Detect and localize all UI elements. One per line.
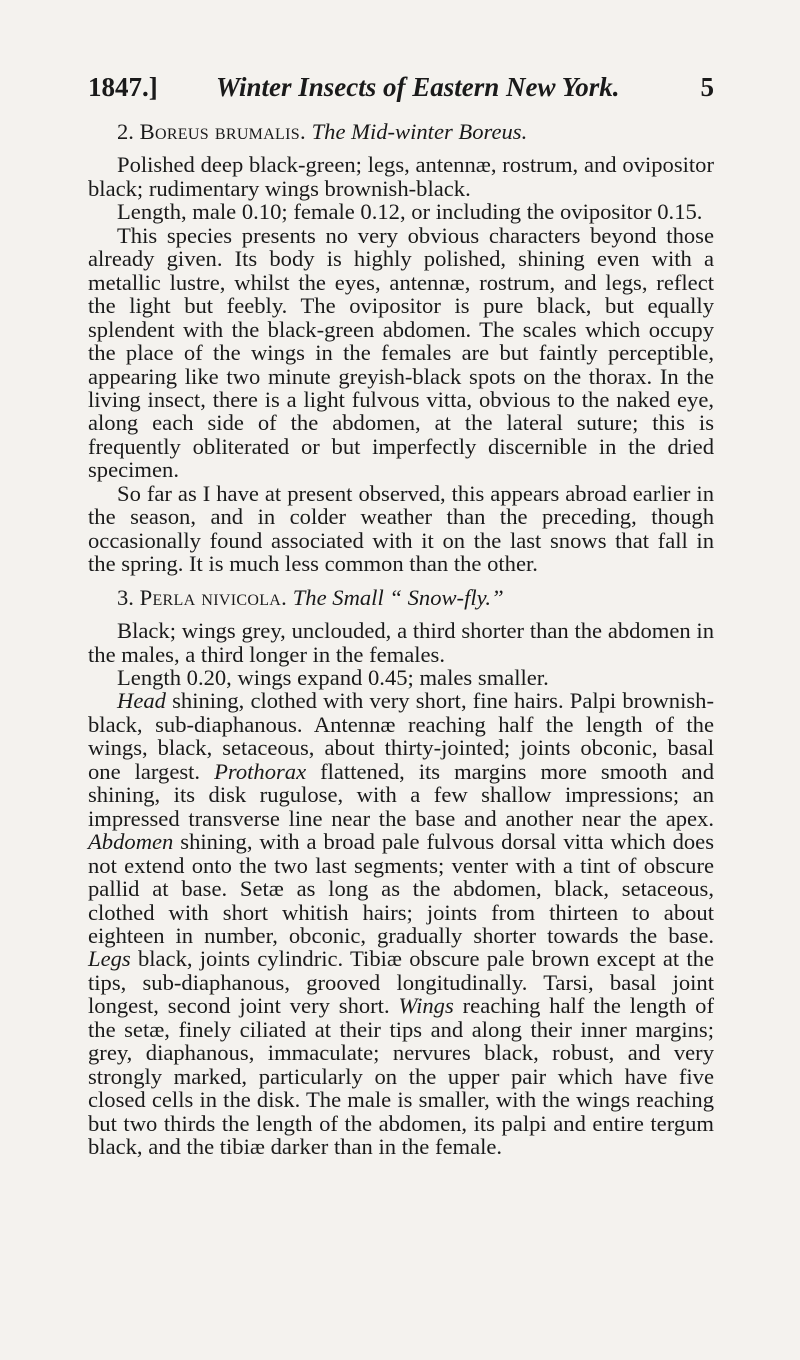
running-head-title: Winter Insects of Eastern New York. bbox=[216, 72, 620, 102]
paragraph-observations: So far as I have at present observed, this appears abroad earlier in the season, and in colder weather than the preceding, though occasionally found associated with it on the last snows that fall in the spring. It is much less common than the other. bbox=[88, 480, 714, 577]
head-description: shining, clothed with very short, fine hairs. Palpi brownish-black, sub-diaphanous. Antennæ reaching half the length of the wings, black, setaceous, about thirty-jointed; joints obconic, basal one largest. bbox=[88, 688, 714, 784]
paragraph-description: Black; wings grey, unclouded, a third shorter than the abdomen in the males, a third longer in the females. bbox=[88, 618, 714, 667]
running-head-year: 1847.] bbox=[88, 72, 158, 102]
species-common-name: The Small “ Snow-fly.” bbox=[292, 584, 504, 610]
species-scientific-name: Perla nivicola. bbox=[139, 584, 288, 610]
paragraph-description: Polished deep black-green; legs, antennæ, rostrum, and ovipositor black; rudimentary wings brownish-black. bbox=[88, 152, 714, 201]
species-scientific-name: Boreus brumalis. bbox=[139, 119, 306, 144]
paragraph-length: Length 0.20, wings expand 0.45; males smaller. bbox=[117, 664, 549, 690]
paragraph-length: Length, male 0.10; female 0.12, or including the ovipositor 0.15. bbox=[117, 199, 703, 225]
term-prothorax: Prothorax bbox=[214, 758, 307, 784]
species-common-name: The Mid-winter Boreus. bbox=[311, 119, 528, 144]
paragraph-characters: This species presents no very obvious characters beyond those already given. Its body is highly polished, shining even with a metallic lustre, whilst the eyes, antennæ, rostrum, and legs, reflect the light but feebly. The ovipositor is pure black, but equally splendent with the black-green abdomen. The scales which occupy the place of the wings in the females are but faintly perceptible, appearing like two minute greyish-black spots on the thorax. In the living insect, there is a light fulvous vitta, obvious to the naked eye, along each side of the abdomen, at the lateral suture; this is frequently obliterated or but imperfectly discernible in the dried specimen. bbox=[88, 222, 714, 483]
species-heading-perla bbox=[88, 586, 714, 609]
term-wings: Wings bbox=[398, 993, 454, 1019]
running-head bbox=[88, 70, 714, 104]
term-legs: Legs bbox=[88, 946, 131, 972]
species-number: 3. bbox=[117, 584, 134, 610]
species-heading-boreus bbox=[88, 120, 714, 143]
paragraph-anatomy bbox=[88, 689, 714, 1158]
wings-description: reaching half the length of the setæ, finely ciliated at their tips and along their inner margins; grey, diaphanous, immaculate; nervures black, robust, and very strongly marked, particularly on the upper pair which have five closed cells in the disk. The male is smaller, with the wings reaching but two thirds the length of the abdomen, its palpi and entire tergum black, and the tibiæ darker than in the female. bbox=[88, 993, 714, 1160]
legs-description: black, joints cylindric. Tibiæ obscure pale brown except at the tips, sub-diaphanous, grooved longitudinally. Tarsi, basal joint longest, second joint very short. bbox=[88, 946, 714, 1019]
abdomen-description: shining, with a broad pale fulvous dorsal vitta which does not extend onto the two last segments; venter with a tint of obscure pallid at base. Setæ as long as the abdomen, black, setaceous, clothed with short whitish hairs; joints from thirteen to about eighteen in number, obconic, gradually shorter towards the base. bbox=[88, 829, 714, 948]
prothorax-description: flattened, its margins more smooth and shining, its disk rugulose, with a few shallow impressions; an impressed transverse line near the base and another near the apex. bbox=[88, 758, 714, 831]
term-head: Head bbox=[117, 688, 166, 714]
species-number: 2. bbox=[117, 119, 134, 144]
term-abdomen: Abdomen bbox=[88, 829, 174, 855]
body-text bbox=[88, 116, 714, 1158]
page-number: 5 bbox=[700, 72, 714, 102]
